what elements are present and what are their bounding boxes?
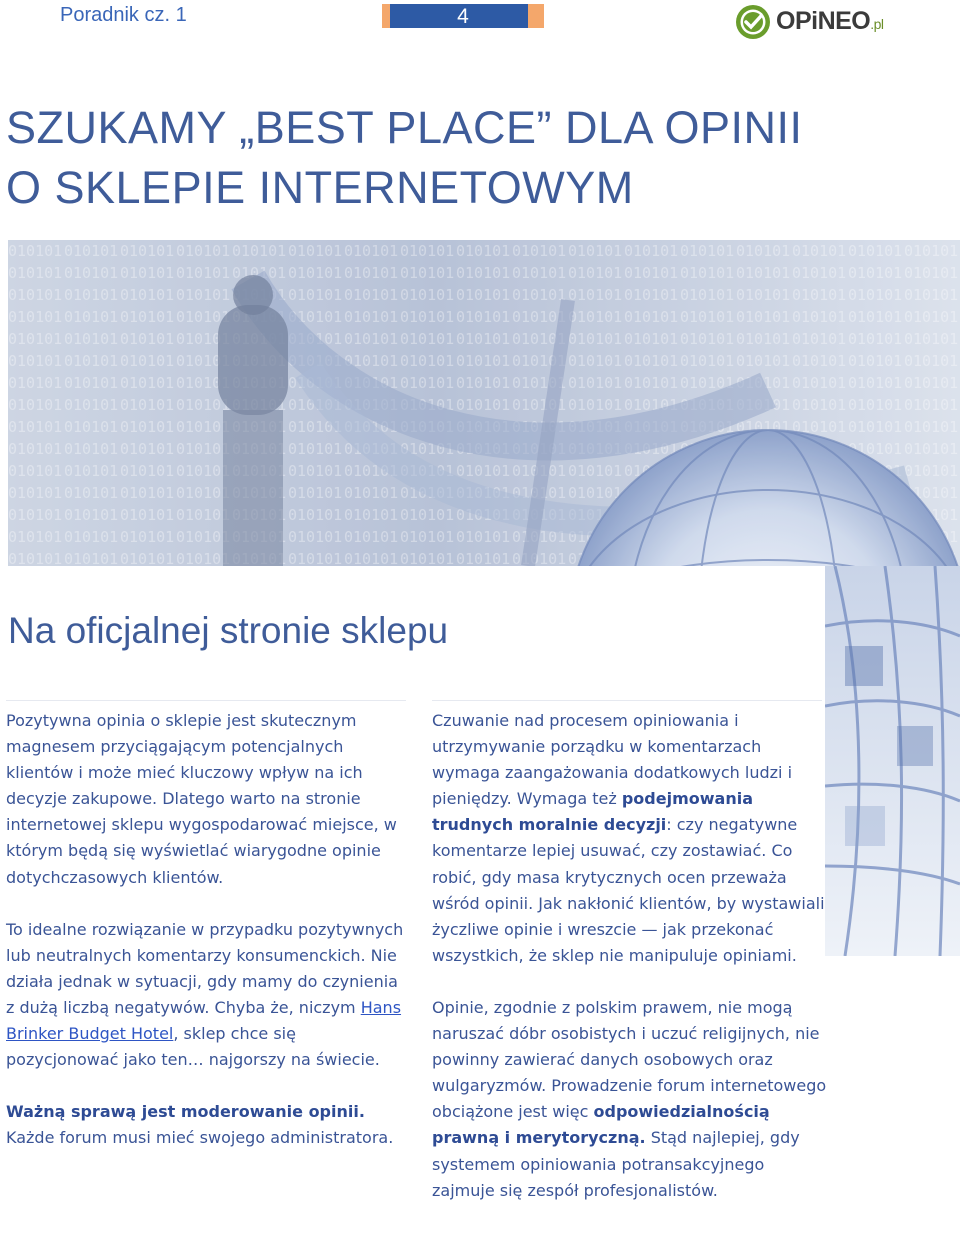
paragraph <box>432 995 832 1204</box>
title-line-1: SZUKAMY „BEST PLACE” DLA OPINII <box>6 102 803 153</box>
check-circle-icon <box>734 3 772 41</box>
paragraph-text: Każde forum musi mieć swojego administratora. <box>6 1128 394 1148</box>
page-number: 4 <box>457 5 469 28</box>
bold-text: odpowiedzialnością prawną i merytoryczną. <box>432 1102 770 1148</box>
paragraph: Pozytywna opinia o sklepie jest skutecznym magnesem przyciągającym potencjalnych klientów i może mieć kluczowy wpływ na ich decyzje zakupowe. Dlatego warto na stronie internetowej sklepu wygospodarować miejsce, w którym będą się wyświetlać wiarygodne opinie dotychczasowych klientów. <box>6 711 397 887</box>
hero-image <box>8 240 960 566</box>
bold-text: podejmowania trudnych moralnie decyzji <box>432 789 753 835</box>
page-title <box>6 98 803 218</box>
section-heading: Na oficjalnej stronie sklepu <box>8 610 449 651</box>
paragraph-text: : czy negatywne komentarze lepiej usuwać, czy zostawiać. Co robić, gdy masa krytycznych ocen przeważa wśród opinii. Jak nakłonić klientów, by wystawiali życzliwe opinie i wreszcie — jak przekonać wszystkich, że sklep nie manipuluje opiniami. <box>432 815 825 965</box>
title-line-2: O SKLEPIE INTERNETOWYM <box>6 162 634 213</box>
paragraph <box>432 708 832 969</box>
divider <box>432 700 822 701</box>
paragraph-text: Stąd najlepiej, gdy systemem opiniowania potransakcyjnego zajmuje się zespół profesjonalistów. <box>432 1128 800 1200</box>
paragraph <box>6 1099 406 1151</box>
hero-image-extension <box>825 566 960 956</box>
left-column <box>6 708 406 1177</box>
divider <box>6 700 406 701</box>
paragraph-text: To idealne rozwiązanie w przypadku pozytywnych lub neutralnych komentarzy konsumenckich. Nie działa jednak w sytuacji, gdy mamy do czynienia z dużą liczbą negatywów. Chyba że, niczym <box>6 919 404 1017</box>
right-column <box>432 708 832 1230</box>
paragraph-text: , sklep chce się pozycjonować jako ten… najgorszy na świecie. <box>6 1024 380 1070</box>
paragraph-text: Czuwanie nad procesem opiniowania i utrzymywanie porządku w komentarzach wymaga zaangażowania dodatkowych ludzi i pieniędzy. Wymaga też <box>432 711 793 809</box>
series-label: Poradnik cz. 1 <box>60 4 187 26</box>
opineo-logo <box>734 3 904 41</box>
paragraph-text: Opinie, zgodnie z polskim prawem, nie mogą naruszać dóbr osobistych i uczuć religijnych, nie powinny zawierać danych osobowych oraz wulgaryzmów. Prowadzenie forum internetowego obciążone jest więc <box>432 997 827 1122</box>
bold-text: Ważną sprawą jest moderowanie opinii. <box>6 1102 365 1122</box>
logo-suffix: .pl <box>870 16 884 32</box>
logo-brand: OPiNEO <box>776 7 871 35</box>
paragraph <box>6 917 406 1074</box>
hans-brinker-link[interactable]: Hans Brinker Budget Hotel <box>6 997 402 1044</box>
